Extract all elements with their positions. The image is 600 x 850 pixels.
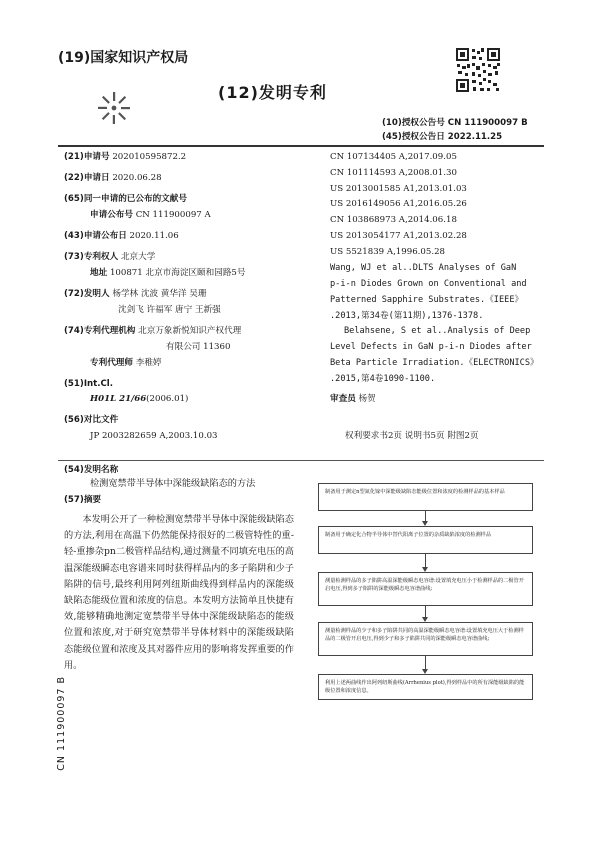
publication-date: 2020.11.06: [129, 231, 179, 241]
application-date-label: (22)申请日: [64, 173, 110, 183]
grant-publication-number: (10)授权公告号 CN 111900097 B: [382, 118, 528, 128]
qr-code: [455, 47, 501, 93]
invention-name: 检测宽禁带半导体中深能级缺陷态的方法: [90, 478, 256, 489]
examiner: 杨贺: [358, 394, 376, 404]
flowchart-arrow: [425, 554, 426, 568]
section-rule: [58, 460, 544, 461]
reference-item: US 2016149056 A1,2016.05.26: [330, 199, 467, 209]
literature-2-line: Level Defects in GaN p-i-n Diodes after: [330, 342, 532, 352]
office-logo: [96, 90, 132, 126]
grant-publication-date: (45)授权公告日 2022.11.25: [382, 132, 503, 142]
inventors-label: (72)发明人: [64, 289, 110, 299]
office-name: (19)国家知识产权局: [58, 50, 189, 66]
abstract-text: 本发明公开了一种检测宽禁带半导体中深能级缺陷态的方法,利用在高温下仍然能保持很好的二极管特性的重-轻-重掺杂pn二极管样品结构,通过测量不同填充电压的高温深能级瞬态电容谱来同时获得样品内的多子陷阱和少子陷阱的信号,最终利用阿列纽斯曲线得到样品内的深能级缺陷态能级位置和浓度的信息。本发明方法简单且快捷有效,能够精确地测定宽禁带半导体中深能级缺陷态的能级位置和浓度,对于研究宽禁带半导体材料中的深能级缺陷态能级位置和浓度及其对器件应用的影响将发挥重要的作用。: [64, 514, 294, 671]
application-number: 202010595872.2: [112, 152, 187, 162]
patentee: 北京大学: [120, 252, 156, 262]
header-rule: [58, 145, 544, 147]
inventors-line-2: 沈剑飞 许福军 唐宁 王新强: [118, 305, 221, 315]
literature-2-line: .2015,第4卷1090-1100.: [330, 374, 436, 384]
int-cl-label: (51)Int.Cl.: [64, 379, 114, 389]
application-date: 2020.06.28: [112, 173, 162, 183]
reference-item: CN 107134405 A,2017.09.05: [330, 152, 457, 162]
prior-publication-label: (65)同一申请的已公布的文献号: [64, 194, 187, 204]
flowchart-arrow: [425, 656, 426, 670]
address-label: 地址: [90, 268, 108, 278]
invention-name-label: (54)发明名称: [64, 465, 119, 475]
flowchart-step-3: 测量检测样品的多子陷阱高温深能级瞬态电容谱:设置填充电压小于检测样品的二极管开启电压,得到多子陷阱的深能级瞬态电容谱曲线;: [318, 572, 533, 606]
reference-item: US 2013001585 A1,2013.01.03: [330, 184, 467, 194]
publication-number-label: 申请公布号: [90, 210, 133, 220]
literature-1-line: .2013,第34卷(第11期),1376-1378.: [330, 311, 484, 321]
flowchart-step-1: 制备用于测定n型氮化镓中深能级缺陷态能级位置和浓度的检测样品的基本样品: [318, 483, 533, 511]
agency-line-2: 有限公司 11360: [166, 342, 231, 352]
agent: 李稚婷: [135, 358, 162, 368]
abstract-label: (57)摘要: [64, 495, 102, 505]
literature-1-line: Wang, WJ et al..DLTS Analyses of GaN: [330, 263, 517, 273]
agent-label: 专利代理师: [90, 358, 133, 368]
application-number-label: (21)申请号: [64, 152, 110, 162]
literature-1-line: Patterned Sapphire Substrates.《IEEE》: [330, 295, 524, 305]
agency-label: (74)专利代理机构: [64, 326, 136, 336]
reference-item: CN 101114593 A,2008.01.30: [330, 168, 457, 178]
side-document-number: CN 111900097 B: [56, 676, 67, 771]
literature-1-line: p-i-n Diodes Grown on Conventional and: [330, 279, 527, 289]
references-label: (56)对比文件: [64, 415, 119, 425]
patentee-label: (73)专利权人: [64, 252, 119, 262]
literature-2-line: Beta Particle Irradiation.《ELECTRONICS》: [330, 358, 539, 368]
reference-item: US 2013054177 A1,2013.02.28: [330, 231, 467, 241]
address: 100871 北京市海淀区颐和园路5号: [109, 268, 246, 278]
document-type: (12)发明专利: [218, 83, 327, 102]
int-cl-edition: (2006.01): [146, 394, 189, 404]
agency-line-1: 北京万象新悦知识产权代理: [138, 326, 242, 336]
reference-item: US 5521839 A,1996.05.28: [330, 247, 446, 257]
flowchart-step-2: 制备用于确定化合物半导体中替代阳离子位置的杂质缺陷浓度的检测样品: [318, 526, 533, 554]
reference-item: CN 103868973 A,2014.06.18: [330, 215, 457, 225]
publication-number: CN 111900097 A: [135, 210, 211, 220]
examiner-label: 审查员: [330, 394, 356, 404]
reference-jp: JP 2003282659 A,2003.10.03: [90, 431, 218, 441]
int-cl-code: H01L 21/66: [90, 394, 147, 404]
flowchart-step-5: 利用上述两曲线作出阿列纽斯曲线(Arrhenius plot),得到样品中的所有深能级缺陷的能级位置和浓度信息。: [318, 674, 533, 700]
publication-date-label: (43)申请公布日: [64, 231, 127, 241]
literature-2-line: Belahsene, S et al..Analysis of Deep: [344, 326, 531, 336]
flowchart-step-4: 测量检测样品的少子和多子陷阱共同的高温深能级瞬态电容谱:设置填充电压大于检测样品的二极管开启电压,得到少子和多子陷阱共同的深能级瞬态电容谱曲线;: [318, 622, 533, 656]
page-counts: 权利要求书2页 说明书5页 附图2页: [345, 431, 479, 441]
inventors-line-1: 杨学林 沈波 黄华洋 吴珊: [112, 289, 207, 299]
